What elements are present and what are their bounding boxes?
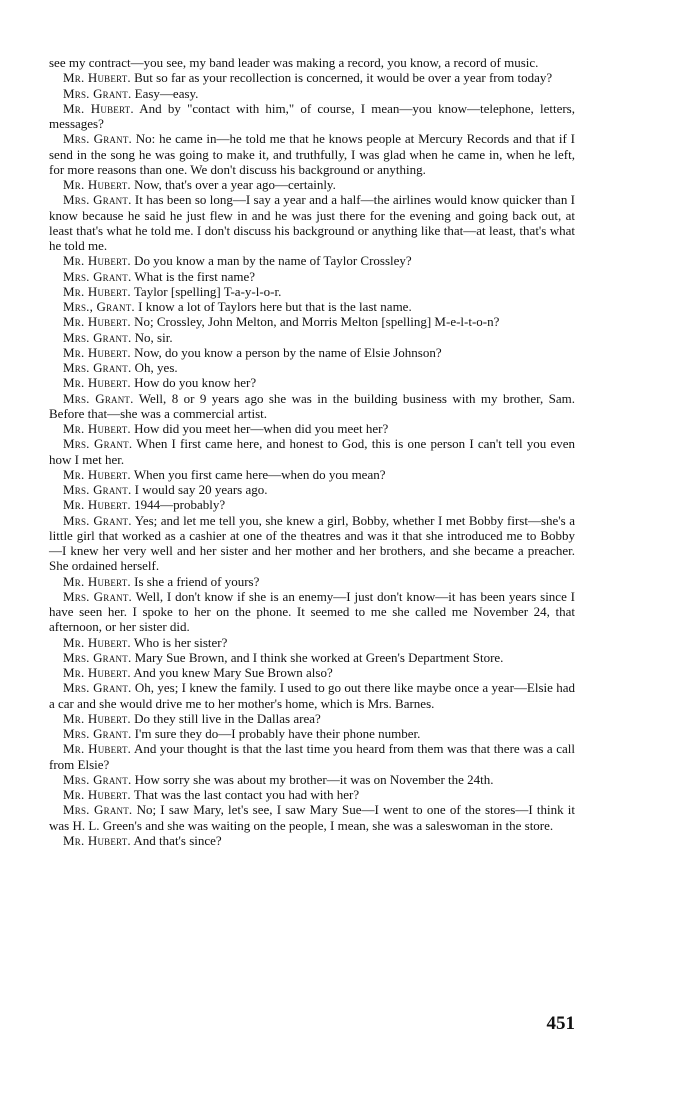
transcript-paragraph (49, 741, 575, 772)
speaker-name: Mrs. Grant. (63, 482, 132, 497)
speaker-name: Mrs. Grant. (63, 680, 132, 696)
transcript-paragraph (49, 101, 575, 132)
paragraph-text: It has been so long—I say a year and a half—the airlines would know quicker than I know because he said he just flew in and he was just there for the evening and going back out, at least that's what he told me. I don't discuss his background or anything like that—at least, that's what he told me. (49, 192, 576, 253)
transcript-paragraph (49, 711, 575, 726)
transcript-paragraph (49, 345, 575, 360)
speaker-name: Mr. Hubert. (63, 70, 131, 86)
paragraph-text: Easy—easy. (134, 85, 199, 101)
transcript-paragraph (49, 726, 575, 741)
speaker-name: Mr. Hubert. (63, 741, 132, 757)
transcript-paragraph (49, 772, 575, 787)
speaker-name: Mrs. Grant. (63, 329, 132, 345)
speaker-name: Mr. Hubert. (63, 787, 131, 802)
paragraph-text: When I first came here, and honest to God, this is one person I can't tell you even how I met her. (49, 436, 576, 467)
speaker-name: Mr. Hubert. (63, 421, 131, 436)
speaker-name: Mrs. Grant. (63, 436, 133, 452)
transcript-paragraph (49, 284, 575, 299)
paragraph-text: Do they still live in the Dallas area? (134, 710, 321, 726)
speaker-name: Mrs., Grant. (63, 299, 135, 314)
transcript-paragraph (49, 177, 575, 192)
speaker-name: Mr. Hubert. (63, 375, 131, 391)
speaker-name: Mr. Hubert. (63, 634, 131, 650)
speaker-name: Mr. Hubert. (63, 497, 131, 513)
speaker-name: Mr. Hubert. (63, 466, 131, 482)
paragraph-text: What is the first name? (134, 268, 255, 284)
transcript-paragraph (49, 680, 575, 711)
transcript-paragraph (49, 131, 575, 177)
paragraph-text: Mary Sue Brown, and I think she worked at Green's Department Store. (134, 649, 504, 665)
speaker-name: Mr. Hubert. (63, 344, 131, 360)
speaker-name: Mrs. Grant. (63, 268, 132, 284)
transcript-paragraph (49, 314, 575, 329)
speaker-name: Mrs. Grant. (63, 85, 132, 101)
speaker-name: Mrs. Grant. (63, 802, 133, 818)
paragraph-text: Is she a friend of yours? (134, 573, 260, 589)
transcript-paragraph (49, 86, 575, 101)
speaker-name: Mr. Hubert. (63, 100, 134, 116)
speaker-name: Mr. Hubert. (63, 283, 131, 299)
paragraph-text: But so far as your recollection is concerned, it would be over a year from today? (134, 70, 553, 86)
speaker-name: Mrs. Grant. (63, 588, 132, 604)
transcript-paragraph (49, 421, 575, 436)
transcript-page (49, 55, 575, 848)
transcript-paragraph (49, 55, 575, 70)
paragraph-text: No: he came in—he told me that he knows people at Mercury Records and that if I send in the song he was going to make it, and truthfully, I was glad when he came in, when he left, for more reasons than one. We don't discuss his background or anything. (49, 131, 575, 177)
paragraph-text: Well, I don't know if she is an enemy—I just don't know—it has been years since I have seen her. I spoke to her on the phone. It seemed to me she called me November 24, that afternoon, or her sister did. (49, 588, 576, 635)
transcript-paragraph (49, 360, 575, 375)
transcript-paragraph (49, 482, 575, 497)
speaker-name: Mr. Hubert. (63, 253, 131, 269)
transcript-paragraph (49, 70, 575, 85)
page-number: 451 (546, 1013, 575, 1034)
paragraph-text: Who is her sister? (133, 634, 228, 650)
paragraph-text: Well, 8 or 9 years ago she was in the building business with my brother, Sam. Before that—she was a commercial artist. (49, 390, 576, 421)
paragraph-text: Oh, yes; I knew the family. I used to go out there like maybe once a year—Elsie had a car and she would drive me to her mother's home, which is Mrs. Barnes. (49, 680, 576, 711)
speaker-name: Mrs. Grant. (63, 390, 134, 406)
speaker-name: Mr. Hubert. (63, 665, 131, 680)
speaker-name: Mr. Hubert. (63, 832, 131, 848)
paragraph-text: When you first came here—when do you mean? (133, 466, 386, 482)
speaker-name: Mr. Hubert. (63, 177, 131, 192)
paragraph-text: see my contract—you see, my band leader was making a record, you know, a record of music. (49, 55, 539, 70)
speaker-name: Mrs. Grant. (63, 360, 132, 375)
paragraph-text: How sorry she was about my brother—it was on November the 24th. (134, 771, 494, 787)
transcript-paragraph (49, 635, 575, 650)
paragraph-text: Now, do you know a person by the name of Elsie Johnson? (134, 344, 442, 360)
speaker-name: Mrs. Grant. (63, 726, 132, 741)
transcript-paragraph (49, 513, 575, 574)
speaker-name: Mrs. Grant. (63, 771, 132, 787)
paragraph-text: No; I saw Mary, let's see, I saw Mary Sue—I went to one of the stores—I think it was H. L. Green's and she was waiting on the people, I mean, she was a saleswoman in the store. (49, 802, 576, 833)
paragraph-text: And you knew Mary Sue Brown also? (133, 665, 333, 680)
speaker-name: Mrs. Grant. (63, 512, 132, 528)
transcript-paragraph (49, 665, 575, 680)
paragraph-text: And by "contact with him," of course, I mean—you know—telephone, letters, messages? (49, 100, 575, 131)
paragraph-text: How do you know her? (134, 375, 257, 391)
speaker-name: Mr. Hubert. (63, 710, 131, 726)
transcript-paragraph (49, 269, 575, 284)
paragraph-text: Oh, yes. (134, 360, 178, 375)
transcript-paragraph (49, 467, 575, 482)
paragraph-text: I know a lot of Taylors here but that is the last name. (138, 299, 412, 314)
speaker-name: Mr. Hubert. (63, 573, 131, 589)
transcript-paragraph (49, 589, 575, 635)
transcript-paragraph (49, 391, 575, 422)
paragraph-text: How did you meet her—when did you meet her? (134, 421, 389, 436)
speaker-name: Mrs. Grant. (63, 131, 132, 147)
transcript-paragraph (49, 802, 575, 833)
transcript-paragraph (49, 833, 575, 848)
speaker-name: Mrs. Grant. (63, 649, 132, 665)
paragraph-text: That was the last contact you had with her? (133, 787, 360, 802)
paragraph-text: Yes; and let me tell you, she knew a girl, Bobby, whether I met Bobby first—she's a little girl that worked as a cashier at one of the theatres and was it that she introduced me to Bobby—I knew her very well and her sister and her mother and her brothers, and she became a preacher. She ordained herself. (49, 512, 575, 574)
paragraph-text: Now, that's over a year ago—certainly. (134, 177, 336, 192)
transcript-paragraph (49, 787, 575, 802)
transcript-paragraph (49, 436, 575, 467)
paragraph-text: 1944—probably? (134, 497, 226, 513)
transcript-paragraph (49, 375, 575, 390)
transcript-paragraph (49, 650, 575, 665)
transcript-paragraph (49, 574, 575, 589)
speaker-name: Mrs. Grant. (63, 192, 132, 208)
transcript-paragraph (49, 497, 575, 512)
paragraph-text: I'm sure they do—I probably have their phone number. (134, 726, 421, 741)
speaker-name: Mr. Hubert. (63, 314, 131, 330)
transcript-paragraph (49, 330, 575, 345)
paragraph-text: And that's since? (133, 832, 222, 848)
transcript-paragraph (49, 192, 575, 253)
paragraph-text: Do you know a man by the name of Taylor Crossley? (134, 253, 412, 269)
paragraph-text: And your thought is that the last time you heard from them was that there was a call from Elsie? (49, 741, 575, 772)
transcript-paragraph (49, 299, 575, 314)
paragraph-text: Taylor [spelling] T-a-y-l-o-r. (133, 283, 282, 299)
paragraph-text: No, sir. (134, 329, 173, 345)
paragraph-text: I would say 20 years ago. (134, 482, 268, 497)
paragraph-text: No; Crossley, John Melton, and Morris Melton [spelling] M-e-l-t-o-n? (134, 314, 500, 330)
transcript-paragraph (49, 253, 575, 268)
